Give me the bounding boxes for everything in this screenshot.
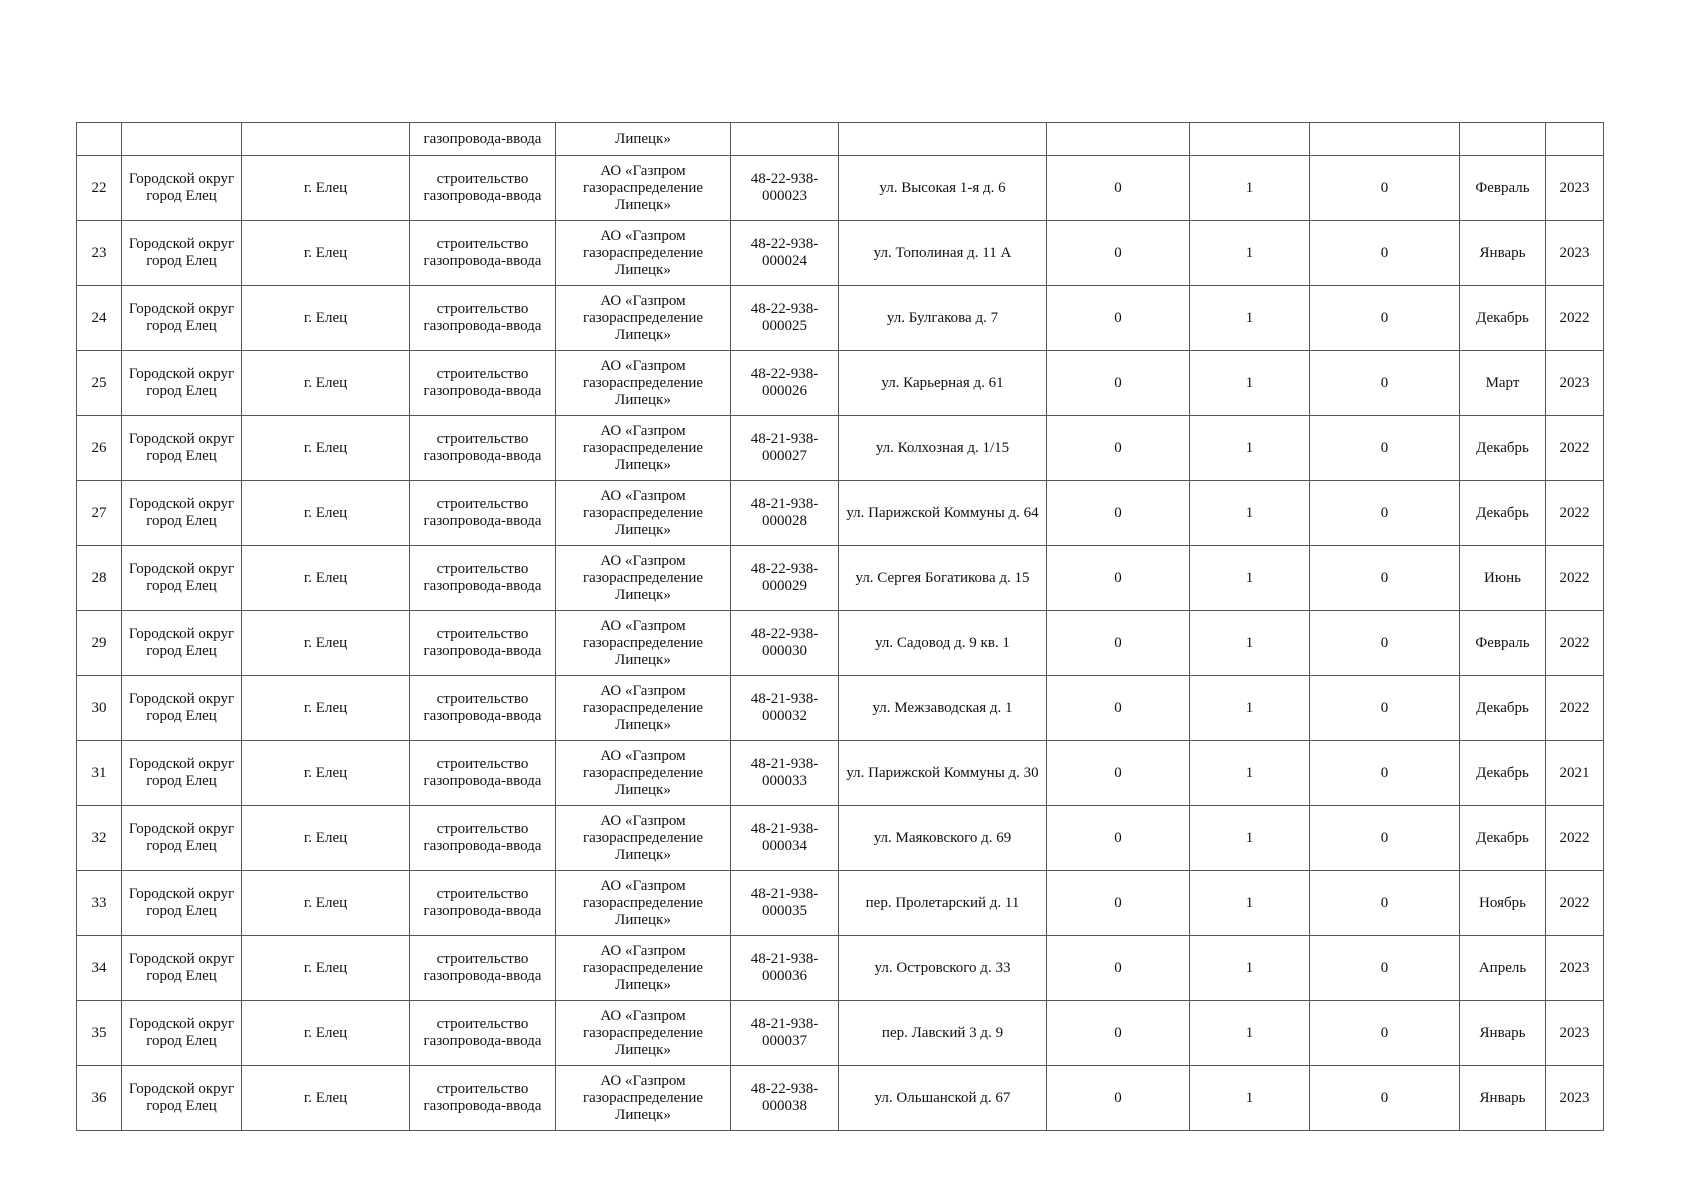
cell-city: г. Елец (242, 871, 410, 936)
cell-district: Городской округ город Елец (122, 741, 242, 806)
cell-value-1: 0 (1047, 351, 1190, 416)
cell-value-2: 1 (1190, 1066, 1310, 1131)
cell-month: Июнь (1460, 546, 1546, 611)
cell-value-3: 0 (1310, 221, 1460, 286)
cell-value-3: 0 (1310, 156, 1460, 221)
cell-number: 29 (77, 611, 122, 676)
cell-district: Городской округ город Елец (122, 221, 242, 286)
cell-district: Городской округ город Елец (122, 546, 242, 611)
table-row (77, 416, 1604, 481)
cell-address: ул. Парижской Коммуны д. 64 (839, 481, 1047, 546)
cell-number: 24 (77, 286, 122, 351)
cell-work-type: строительство газопровода-ввода (410, 546, 556, 611)
cell-organization: АО «Газпром газораспределение Липецк» (556, 806, 731, 871)
cell-district: Городской округ город Елец (122, 1066, 242, 1131)
cell-value-2: 1 (1190, 221, 1310, 286)
cell-year: 2022 (1546, 871, 1604, 936)
cell-code: 48-21-938-000032 (731, 676, 839, 741)
cell-month: Апрель (1460, 936, 1546, 1001)
cell-year: 2022 (1546, 546, 1604, 611)
cell-work-type: строительство газопровода-ввода (410, 351, 556, 416)
cell-number: 33 (77, 871, 122, 936)
table-row (77, 611, 1604, 676)
cell-number: 31 (77, 741, 122, 806)
cell-code: 48-21-938-000036 (731, 936, 839, 1001)
cell-month: Январь (1460, 1001, 1546, 1066)
cell-value-2: 1 (1190, 286, 1310, 351)
cell-value-2: 1 (1190, 871, 1310, 936)
cell-address: ул. Сергея Богатикова д. 15 (839, 546, 1047, 611)
cell-value-2: 1 (1190, 936, 1310, 1001)
cell-year: 2023 (1546, 221, 1604, 286)
cell-work-type: строительство газопровода-ввода (410, 611, 556, 676)
cell-district: Городской округ город Елец (122, 156, 242, 221)
cell-district: Городской округ город Елец (122, 936, 242, 1001)
cell-city: г. Елец (242, 611, 410, 676)
cell-address: ул. Маяковского д. 69 (839, 806, 1047, 871)
cell-organization: АО «Газпром газораспределение Липецк» (556, 741, 731, 806)
cell-district (122, 123, 242, 156)
cell-value-1: 0 (1047, 806, 1190, 871)
cell-code: 48-21-938-000027 (731, 416, 839, 481)
cell-year: 2023 (1546, 156, 1604, 221)
cell-district: Городской округ город Елец (122, 806, 242, 871)
cell-organization: АО «Газпром газораспределение Липецк» (556, 936, 731, 1001)
cell-month: Декабрь (1460, 741, 1546, 806)
cell-value-1: 0 (1047, 481, 1190, 546)
cell-month: Март (1460, 351, 1546, 416)
cell-organization: АО «Газпром газораспределение Липецк» (556, 546, 731, 611)
cell-value-1: 0 (1047, 611, 1190, 676)
cell-work-type: строительство газопровода-ввода (410, 1066, 556, 1131)
cell-district: Городской округ город Елец (122, 1001, 242, 1066)
cell-work-type: строительство газопровода-ввода (410, 806, 556, 871)
cell-value-2: 1 (1190, 156, 1310, 221)
cell-district: Городской округ город Елец (122, 611, 242, 676)
cell-code: 48-21-938-000035 (731, 871, 839, 936)
cell-month: Январь (1460, 221, 1546, 286)
cell-year: 2023 (1546, 351, 1604, 416)
cell-code: 48-22-938-000030 (731, 611, 839, 676)
cell-address (839, 123, 1047, 156)
cell-year: 2022 (1546, 416, 1604, 481)
cell-month: Декабрь (1460, 806, 1546, 871)
cell-number: 30 (77, 676, 122, 741)
cell-work-type: строительство газопровода-ввода (410, 416, 556, 481)
cell-value-3: 0 (1310, 416, 1460, 481)
cell-value-2: 1 (1190, 546, 1310, 611)
cell-organization: АО «Газпром газораспределение Липецк» (556, 1066, 731, 1131)
cell-year: 2022 (1546, 481, 1604, 546)
cell-value-3: 0 (1310, 806, 1460, 871)
cell-value-1: 0 (1047, 676, 1190, 741)
cell-value-3: 0 (1310, 611, 1460, 676)
cell-value-3: 0 (1310, 481, 1460, 546)
continuation-row (77, 123, 1604, 156)
cell-address: ул. Островского д. 33 (839, 936, 1047, 1001)
cell-work-type: строительство газопровода-ввода (410, 1001, 556, 1066)
cell-code: 48-22-938-000024 (731, 221, 839, 286)
cell-year: 2023 (1546, 1001, 1604, 1066)
cell-city: г. Елец (242, 676, 410, 741)
cell-value-1 (1047, 123, 1190, 156)
cell-address: ул. Ольшанской д. 67 (839, 1066, 1047, 1131)
cell-year: 2023 (1546, 936, 1604, 1001)
cell-number: 27 (77, 481, 122, 546)
cell-code: 48-22-938-000025 (731, 286, 839, 351)
cell-number: 35 (77, 1001, 122, 1066)
cell-work-type: строительство газопровода-ввода (410, 481, 556, 546)
cell-address: ул. Садовод д. 9 кв. 1 (839, 611, 1047, 676)
table-row (77, 676, 1604, 741)
cell-city: г. Елец (242, 1066, 410, 1131)
cell-district: Городской округ город Елец (122, 481, 242, 546)
cell-work-type: газопровода-ввода (410, 123, 556, 156)
cell-work-type: строительство газопровода-ввода (410, 156, 556, 221)
cell-value-3: 0 (1310, 1001, 1460, 1066)
cell-district: Городской округ город Елец (122, 286, 242, 351)
cell-address: ул. Колхозная д. 1/15 (839, 416, 1047, 481)
cell-city: г. Елец (242, 221, 410, 286)
table-row (77, 741, 1604, 806)
cell-year: 2022 (1546, 806, 1604, 871)
cell-city: г. Елец (242, 806, 410, 871)
cell-organization: АО «Газпром газораспределение Липецк» (556, 1001, 731, 1066)
cell-value-1: 0 (1047, 546, 1190, 611)
cell-value-3: 0 (1310, 1066, 1460, 1131)
cell-address: ул. Высокая 1-я д. 6 (839, 156, 1047, 221)
cell-number: 23 (77, 221, 122, 286)
cell-number: 32 (77, 806, 122, 871)
cell-organization: АО «Газпром газораспределение Липецк» (556, 611, 731, 676)
cell-month: Январь (1460, 1066, 1546, 1131)
cell-year (1546, 123, 1604, 156)
cell-code: 48-21-938-000037 (731, 1001, 839, 1066)
cell-month (1460, 123, 1546, 156)
cell-organization: АО «Газпром газораспределение Липецк» (556, 871, 731, 936)
cell-code: 48-21-938-000033 (731, 741, 839, 806)
table-row (77, 481, 1604, 546)
table-row (77, 1001, 1604, 1066)
cell-value-1: 0 (1047, 156, 1190, 221)
cell-district: Городской округ город Елец (122, 416, 242, 481)
table-row (77, 871, 1604, 936)
cell-month: Февраль (1460, 156, 1546, 221)
cell-work-type: строительство газопровода-ввода (410, 871, 556, 936)
cell-number: 36 (77, 1066, 122, 1131)
cell-number: 34 (77, 936, 122, 1001)
cell-code: 48-22-938-000026 (731, 351, 839, 416)
cell-number: 25 (77, 351, 122, 416)
cell-city (242, 123, 410, 156)
cell-address: пер. Лавский 3 д. 9 (839, 1001, 1047, 1066)
cell-month: Декабрь (1460, 676, 1546, 741)
cell-value-3: 0 (1310, 871, 1460, 936)
cell-value-1: 0 (1047, 871, 1190, 936)
cell-value-2: 1 (1190, 806, 1310, 871)
cell-value-1: 0 (1047, 936, 1190, 1001)
cell-year: 2022 (1546, 676, 1604, 741)
table-row (77, 546, 1604, 611)
cell-organization: Липецк» (556, 123, 731, 156)
cell-organization: АО «Газпром газораспределение Липецк» (556, 286, 731, 351)
cell-value-3: 0 (1310, 936, 1460, 1001)
cell-city: г. Елец (242, 741, 410, 806)
cell-value-2 (1190, 123, 1310, 156)
cell-city: г. Елец (242, 481, 410, 546)
cell-value-2: 1 (1190, 676, 1310, 741)
cell-year: 2022 (1546, 611, 1604, 676)
cell-address: ул. Парижской Коммуны д. 30 (839, 741, 1047, 806)
cell-month: Декабрь (1460, 286, 1546, 351)
table-row (77, 351, 1604, 416)
cell-code: 48-22-938-000029 (731, 546, 839, 611)
cell-value-3: 0 (1310, 351, 1460, 416)
cell-month: Ноябрь (1460, 871, 1546, 936)
table-row (77, 156, 1604, 221)
cell-value-3: 0 (1310, 741, 1460, 806)
cell-value-2: 1 (1190, 481, 1310, 546)
cell-year: 2021 (1546, 741, 1604, 806)
cell-value-2: 1 (1190, 351, 1310, 416)
table-body (77, 123, 1604, 1131)
cell-work-type: строительство газопровода-ввода (410, 936, 556, 1001)
cell-city: г. Елец (242, 1001, 410, 1066)
cell-work-type: строительство газопровода-ввода (410, 741, 556, 806)
table-row (77, 221, 1604, 286)
cell-value-3: 0 (1310, 546, 1460, 611)
cell-organization: АО «Газпром газораспределение Липецк» (556, 221, 731, 286)
cell-value-1: 0 (1047, 286, 1190, 351)
cell-organization: АО «Газпром газораспределение Липецк» (556, 156, 731, 221)
cell-district: Городской округ город Елец (122, 676, 242, 741)
cell-value-1: 0 (1047, 416, 1190, 481)
cell-code: 48-21-938-000028 (731, 481, 839, 546)
cell-value-3: 0 (1310, 676, 1460, 741)
cell-address: ул. Булгакова д. 7 (839, 286, 1047, 351)
cell-value-1: 0 (1047, 741, 1190, 806)
cell-value-3: 0 (1310, 286, 1460, 351)
cell-number: 22 (77, 156, 122, 221)
cell-code: 48-21-938-000034 (731, 806, 839, 871)
cell-value-2: 1 (1190, 1001, 1310, 1066)
cell-district: Городской округ город Елец (122, 351, 242, 416)
cell-address: пер. Пролетарский д. 11 (839, 871, 1047, 936)
cell-work-type: строительство газопровода-ввода (410, 221, 556, 286)
cell-city: г. Елец (242, 546, 410, 611)
cell-value-2: 1 (1190, 741, 1310, 806)
cell-year: 2022 (1546, 286, 1604, 351)
cell-city: г. Елец (242, 351, 410, 416)
table-row (77, 806, 1604, 871)
gas-pipeline-registry-table (76, 122, 1604, 1131)
cell-work-type: строительство газопровода-ввода (410, 286, 556, 351)
table-row (77, 936, 1604, 1001)
cell-organization: АО «Газпром газораспределение Липецк» (556, 351, 731, 416)
cell-city: г. Елец (242, 286, 410, 351)
cell-number: 28 (77, 546, 122, 611)
cell-month: Декабрь (1460, 416, 1546, 481)
cell-value-2: 1 (1190, 416, 1310, 481)
cell-organization: АО «Газпром газораспределение Липецк» (556, 676, 731, 741)
cell-code: 48-22-938-000023 (731, 156, 839, 221)
cell-value-1: 0 (1047, 221, 1190, 286)
cell-city: г. Елец (242, 936, 410, 1001)
cell-month: Декабрь (1460, 481, 1546, 546)
cell-value-2: 1 (1190, 611, 1310, 676)
table-row (77, 1066, 1604, 1131)
cell-code (731, 123, 839, 156)
cell-value-3 (1310, 123, 1460, 156)
cell-code: 48-22-938-000038 (731, 1066, 839, 1131)
cell-address: ул. Межзаводская д. 1 (839, 676, 1047, 741)
cell-month: Февраль (1460, 611, 1546, 676)
cell-value-1: 0 (1047, 1066, 1190, 1131)
cell-district: Городской округ город Елец (122, 871, 242, 936)
cell-work-type: строительство газопровода-ввода (410, 676, 556, 741)
cell-organization: АО «Газпром газораспределение Липецк» (556, 416, 731, 481)
cell-city: г. Елец (242, 416, 410, 481)
cell-number: 26 (77, 416, 122, 481)
cell-city: г. Елец (242, 156, 410, 221)
cell-value-1: 0 (1047, 1001, 1190, 1066)
table-row (77, 286, 1604, 351)
cell-address: ул. Карьерная д. 61 (839, 351, 1047, 416)
cell-address: ул. Тополиная д. 11 А (839, 221, 1047, 286)
cell-number (77, 123, 122, 156)
cell-year: 2023 (1546, 1066, 1604, 1131)
cell-organization: АО «Газпром газораспределение Липецк» (556, 481, 731, 546)
